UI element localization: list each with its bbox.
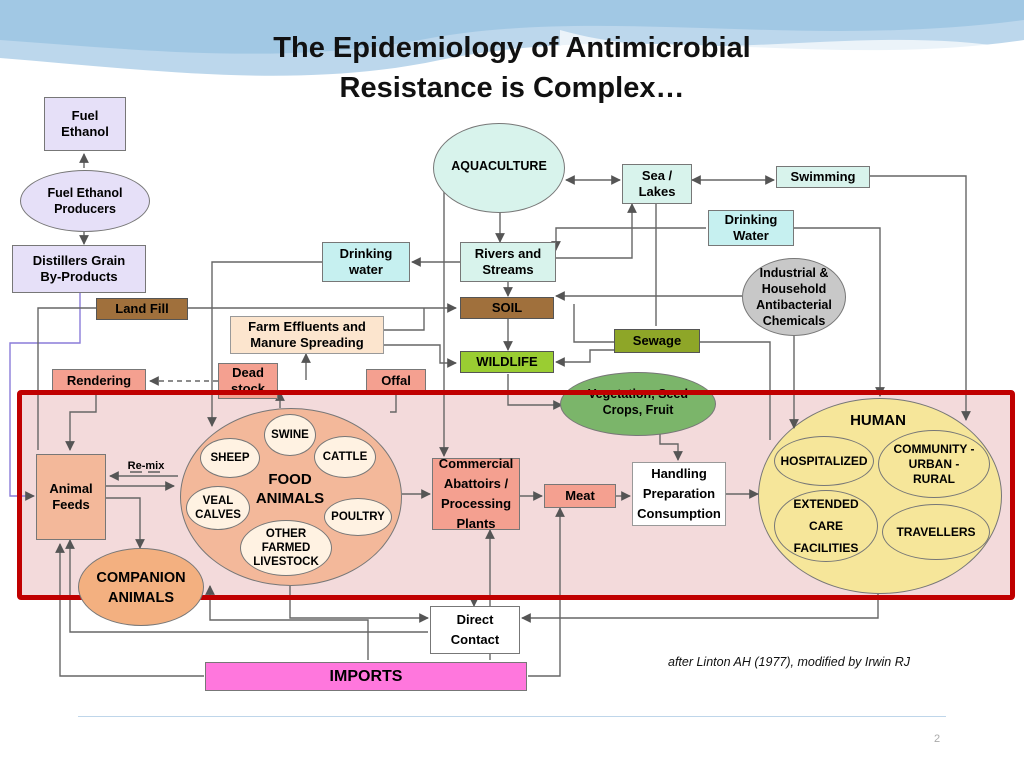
page-title-line2: Resistance is Complex… bbox=[339, 72, 685, 104]
travellers-ellipse: TRAVELLERS bbox=[882, 504, 990, 560]
page-title-line1: The Epidemiology of Antimicrobial bbox=[273, 32, 751, 64]
swine-ellipse: SWINE bbox=[264, 414, 316, 456]
source-credit: after Linton AH (1977), modified by Irwin RJ bbox=[668, 655, 911, 669]
aquaculture-ellipse bbox=[433, 123, 565, 213]
extended-care-ellipse: EXTENDED CARE FACILITIES bbox=[774, 490, 878, 562]
vegetation-label: Vegetation, Seed Crops, Fruit bbox=[587, 387, 689, 417]
veal-calves-ellipse: VEAL CALVES bbox=[186, 486, 250, 530]
poultry-ellipse: POULTRY bbox=[324, 498, 392, 536]
wildlife-box: WILDLIFE bbox=[460, 351, 554, 373]
farm-effluents-box: Farm Effluents and Manure Spreading bbox=[230, 316, 384, 354]
food-animals-label: FOOD ANIMALS bbox=[255, 471, 325, 507]
land-fill-box: Land Fill bbox=[96, 298, 188, 320]
footer-divider bbox=[78, 716, 946, 717]
companion-animals-label: COMPANION ANIMALS bbox=[96, 570, 186, 606]
handling-box: Handling Preparation Consumption bbox=[632, 462, 726, 526]
drinking-water-left-box: Drinking water bbox=[322, 242, 410, 282]
re-mix-label: Re-mix bbox=[127, 460, 165, 472]
commercial-abattoirs-box: Commercial Abattoirs / Processing Plants bbox=[432, 458, 520, 530]
rendering-box: Rendering bbox=[52, 369, 146, 393]
distillers-grain-box: Distillers Grain By-Products bbox=[12, 245, 146, 293]
companion-animals-ellipse bbox=[78, 548, 204, 626]
industrial-chemicals-ellipse: Industrial & Household Antibacterial Chemicals bbox=[742, 258, 846, 336]
fuel-ethanol-box: Fuel Ethanol bbox=[44, 97, 126, 151]
human-label: HUMAN bbox=[850, 412, 906, 429]
dead-stock-box: Dead stock bbox=[218, 363, 278, 399]
community-ellipse: COMMUNITY - URBAN -RURAL bbox=[878, 430, 990, 498]
hospitalized-ellipse: HOSPITALIZED bbox=[774, 436, 874, 486]
direct-contact-box: Direct Contact bbox=[430, 606, 520, 654]
animal-feeds-box: Animal Feeds bbox=[36, 454, 106, 540]
soil-box: SOIL bbox=[460, 297, 554, 319]
sea-lakes-box: Sea / Lakes bbox=[622, 164, 692, 204]
drinking-water-right-box: Drinking Water bbox=[708, 210, 794, 246]
sheep-ellipse: SHEEP bbox=[200, 438, 260, 478]
offal-box: Offal bbox=[366, 369, 426, 393]
page-number: 2 bbox=[934, 733, 941, 745]
meat-box: Meat bbox=[544, 484, 616, 508]
cattle-ellipse: CATTLE bbox=[314, 436, 376, 478]
sewage-box: Sewage bbox=[614, 329, 700, 353]
rivers-streams-box: Rivers and Streams bbox=[460, 242, 556, 282]
aquaculture-label: AQUACULTURE bbox=[451, 159, 547, 173]
other-livestock-ellipse: OTHER FARMED LIVESTOCK bbox=[240, 520, 332, 576]
imports-box: IMPORTS bbox=[205, 662, 527, 691]
fuel-ethanol-producers-ellipse: Fuel Ethanol Producers bbox=[20, 170, 150, 232]
swimming-box: Swimming bbox=[776, 166, 870, 188]
